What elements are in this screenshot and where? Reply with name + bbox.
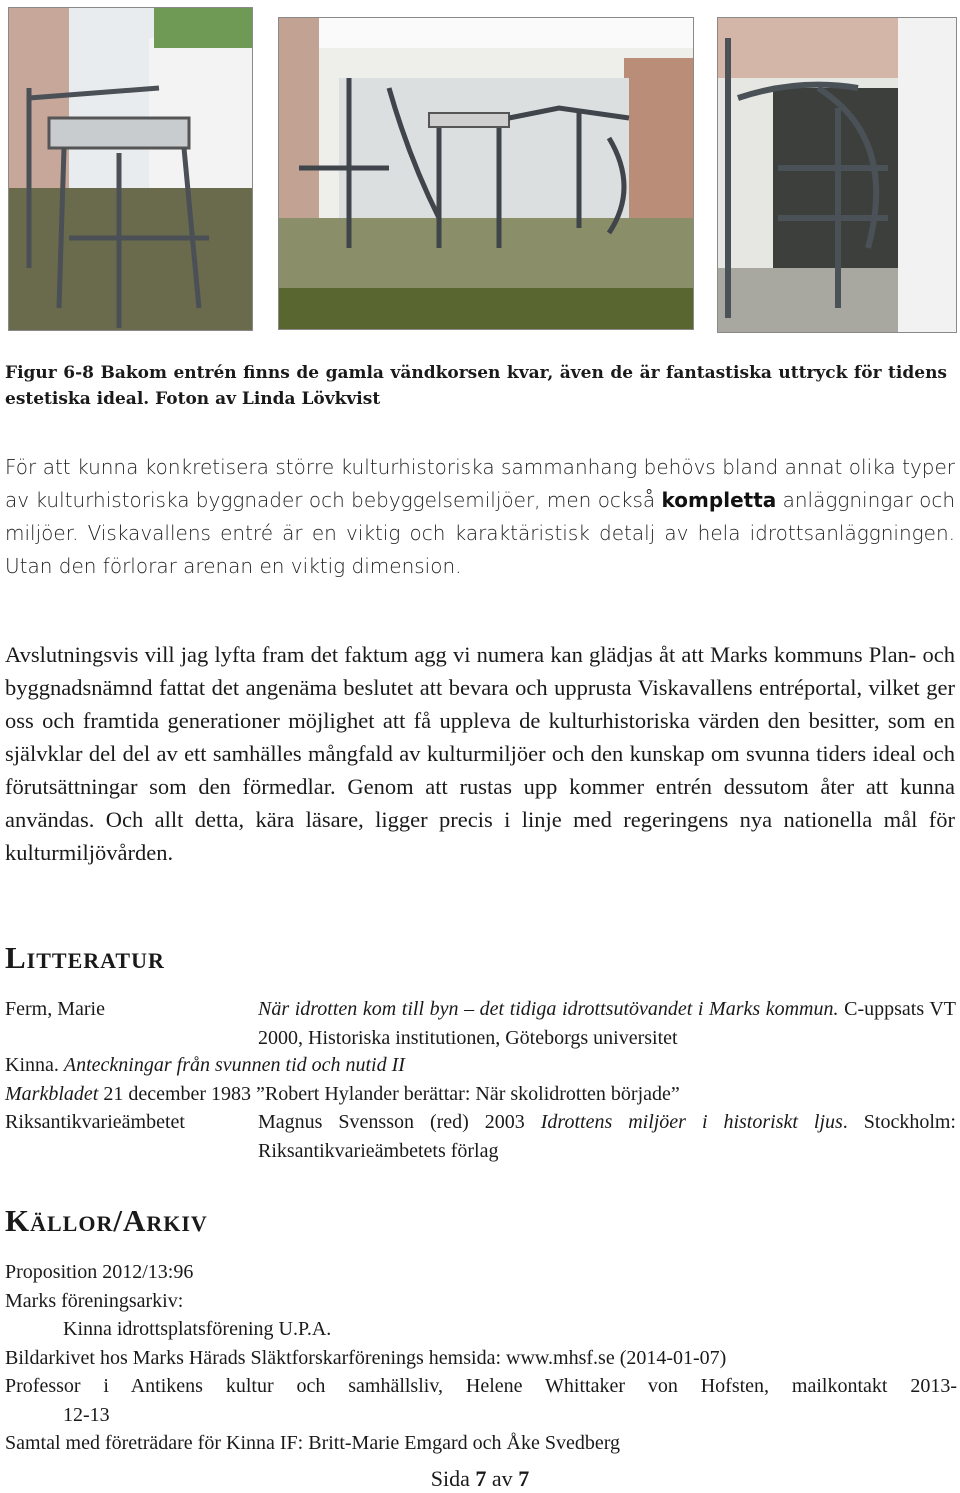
figure-caption: Figur 6-8 Bakom entrén finns de gamla vändkorsen kvar, även de är fantastiska uttryck för tidens estetiska ideal. Foton av Linda Lövkvist — [5, 363, 947, 409]
paragraph-conclusion: Avslutningsvis vill jag lyfta fram det faktum agg vi numera kan glädjas åt att Marks kommuns Plan- och byggnadsnämnd fattat det angenäma beslutet att bevara och upprusta Viskavallens entréportal, vilket ger oss och framtida generationer möjlighet att få uppleva de kulturhistoriska värden den besitter, som en självklar del del av ett samhälles mångfald av kulturmiljöer och den kunskap om svunna tiders ideal och förutsättningar som den förmedlar. Genom att rustas upp kommer entrén dessutom åter att kunna användas. Och allt detta, kära läsare, ligger precis i linje med regeringens nya nationella mål för kulturmiljövården. — [5, 642, 955, 865]
ref-markbladet — [5, 1080, 680, 1109]
ref-title-markbladet: Markbladet — [5, 1083, 99, 1105]
footer-middle: av — [486, 1466, 519, 1491]
source-professor: Professor i Antikens kultur och samhällsliv, Helene Whittaker von Hofsten, mailkontakt 2013- — [5, 1375, 957, 1397]
heading-litteratur: Litteratur — [5, 940, 165, 975]
paragraph-intro-end: anläggningar och miljöer. Viskavallens entré är en viktig och karaktäristisk detalj av hela idrottsanläggningen. Utan den förlorar arenan en viktig dimension. — [5, 488, 956, 578]
ref-rest-markbladet: 21 december 1983 ”Robert Hylander berättar: När skolidrotten började” — [98, 1083, 680, 1105]
ref-title-kinna: Anteckningar från svunnen tid och nutid II — [63, 1054, 405, 1076]
footer-page-number: 7 — [475, 1466, 487, 1491]
source-bildarkivet: Bildarkivet hos Marks Härads Släktforskarförenings hemsida: www.mhsf.se (2014-01-07) — [5, 1347, 727, 1369]
footer-page-total: 7 — [518, 1466, 530, 1491]
photo-turnstiles-courtyard — [278, 17, 694, 330]
ref-before-raa: Magnus Svensson (red) 2003 — [258, 1111, 541, 1133]
ref-author-kinna: Kinna. — [5, 1054, 64, 1076]
source-proposition: Proposition 2012/13:96 — [5, 1261, 194, 1283]
ref-text-ferm — [258, 995, 956, 1053]
paragraph-intro-start: För att kunna konkretisera större kulturhistoriska sammanhang behövs bland annat olika typer av kulturhistoriska byggnader och bebyggelsemiljöer, men också — [5, 455, 955, 512]
source-professor-date: 12-13 — [63, 1404, 110, 1426]
ref-rest-ferm: C-uppsats VT 2000, Historiska institutionen, Göteborgs universitet — [258, 998, 956, 1049]
page-footer — [0, 1466, 960, 1492]
ref-text-raa — [258, 1108, 956, 1166]
ref-title-raa: Idrottens miljöer i historiskt ljus — [540, 1111, 843, 1133]
ref-author-raa: Riksantikvarieämbetet — [5, 1111, 185, 1133]
heading-kallor-arkiv: Källor/Arkiv — [5, 1203, 208, 1238]
ref-kinna — [5, 1051, 405, 1080]
ref-rest-raa: . Stockholm: Riksantikvarieämbetets förlag — [258, 1111, 956, 1162]
photo-turnstile-closeup — [717, 17, 957, 333]
photo-table-behind-entrance — [8, 7, 253, 331]
source-marks-foreningsarkiv: Marks föreningsarkiv: — [5, 1290, 184, 1312]
source-samtal: Samtal med företrädare för Kinna IF: Britt-Marie Emgard och Åke Svedberg — [5, 1432, 620, 1454]
source-kinna-idrottsplatsforening: Kinna idrottsplatsförening U.P.A. — [63, 1318, 332, 1340]
paragraph-intro-bold: kompletta — [661, 488, 777, 512]
ref-title-ferm: När idrotten kom till byn – det tidiga idrottsutövandet i Marks kommun. — [258, 998, 839, 1020]
footer-prefix: Sida — [430, 1466, 476, 1491]
paragraph-intro — [5, 451, 955, 583]
ref-author-ferm: Ferm, Marie — [5, 998, 105, 1020]
